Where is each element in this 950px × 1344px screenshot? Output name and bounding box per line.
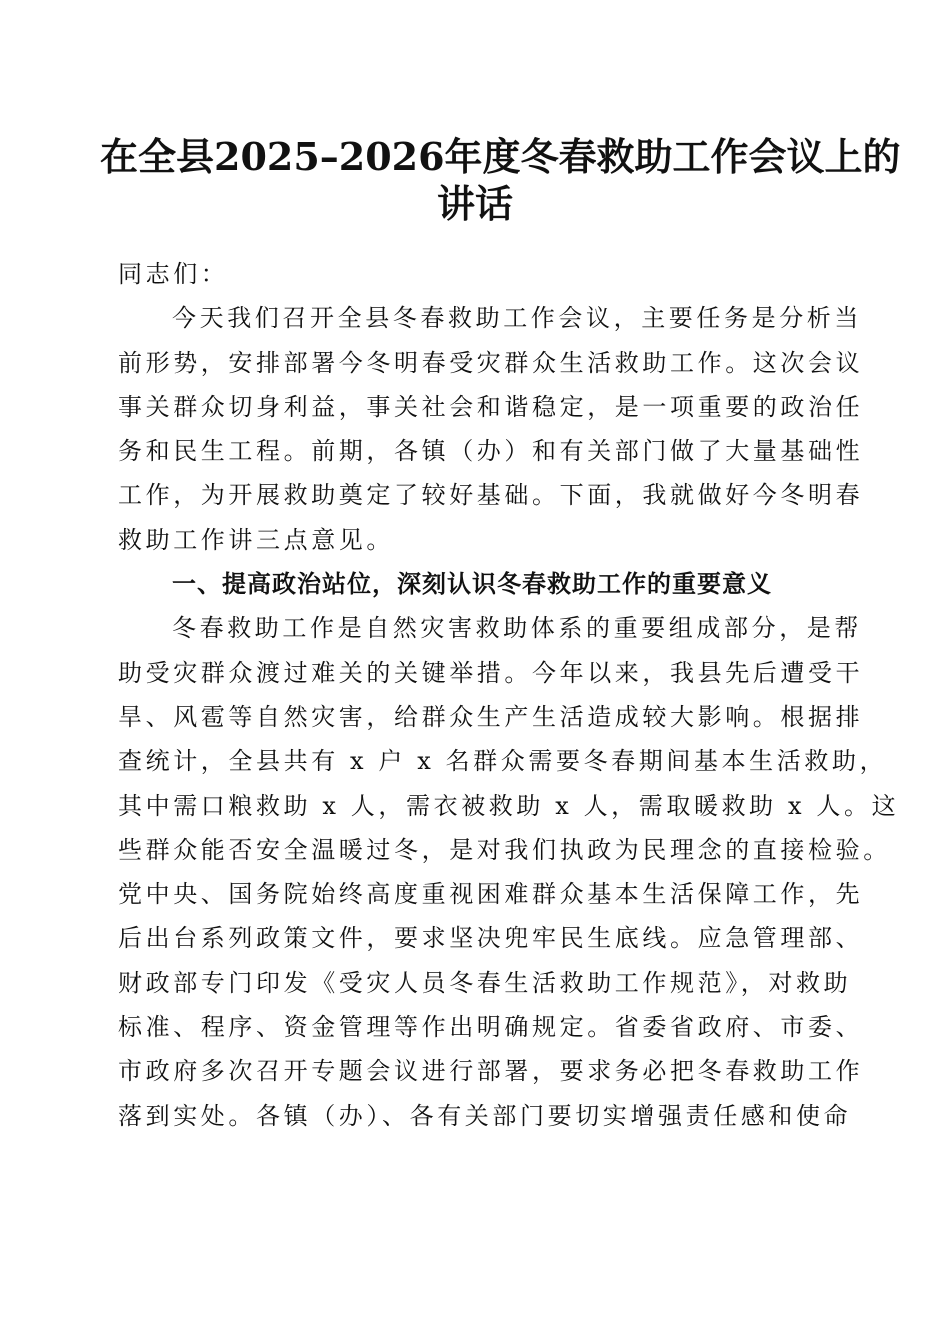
paragraph-line: 助受灾群众渡过难关的关键举措。今年以来，我县先后遭受干 (118, 658, 864, 687)
paragraph-line: 其中需口粮救助 x 人，需衣被救助 x 人，需取暖救助 x 人。这 (118, 791, 900, 820)
paragraph-line: 事关群众切身利益，事关社会和谐稳定，是一项重要的政治任 (118, 392, 864, 421)
paragraph-line: 查统计，全县共有 x 户 x 名群众需要冬春期间基本生活救助， (118, 747, 888, 776)
title-line-2: 讲话 (436, 181, 513, 226)
paragraph-line: 后出台系列政策文件，要求坚决兜牢民生底线。应急管理部、 (118, 924, 864, 953)
paragraph-line: 务和民生工程。前期，各镇（办）和有关部门做了大量基础性 (118, 437, 864, 466)
title-line-1: 在全县2025–2026年度冬春救助工作会议上的 (100, 134, 901, 179)
document-title (100, 133, 901, 227)
paragraph-line: 旱、风雹等自然灾害，给群众生产生活造成较大影响。根据排 (118, 702, 864, 731)
section-heading: 一、提高政治站位，深刻认识冬春救助工作的重要意义 (172, 570, 772, 599)
paragraph-line: 前形势，安排部署今冬明春受灾群众生活救助工作。这次会议 (118, 348, 864, 377)
paragraph-line: 财政部专门印发《受灾人员冬春生活救助工作规范》，对救助 (118, 968, 852, 997)
paragraph-line: 些群众能否安全温暖过冬，是对我们执政为民理念的直接检验。 (118, 835, 891, 864)
paragraph-line: 市政府多次召开专题会议进行部署，要求务必把冬春救助工作 (118, 1057, 864, 1086)
salutation: 同志们： (118, 260, 229, 288)
paragraph-line: 落到实处。各镇（办）、各有关部门要切实增强责任感和使命 (118, 1101, 852, 1130)
paragraph-line: 今天我们召开全县冬春救助工作会议，主要任务是分析当 (172, 304, 862, 333)
paragraph-line: 冬春救助工作是自然灾害救助体系的重要组成部分，是帮 (172, 614, 862, 643)
document-body (118, 252, 900, 1138)
paragraph-line: 工作，为开展救助奠定了较好基础。下面，我就做好今冬明春 (118, 481, 864, 510)
paragraph-line: 救助工作讲三点意见。 (118, 525, 394, 554)
paragraph-line: 标准、程序、资金管理等作出明确规定。省委省政府、市委、 (118, 1013, 864, 1042)
paragraph-line: 党中央、国务院始终高度重视困难群众基本生活保障工作，先 (118, 880, 864, 909)
